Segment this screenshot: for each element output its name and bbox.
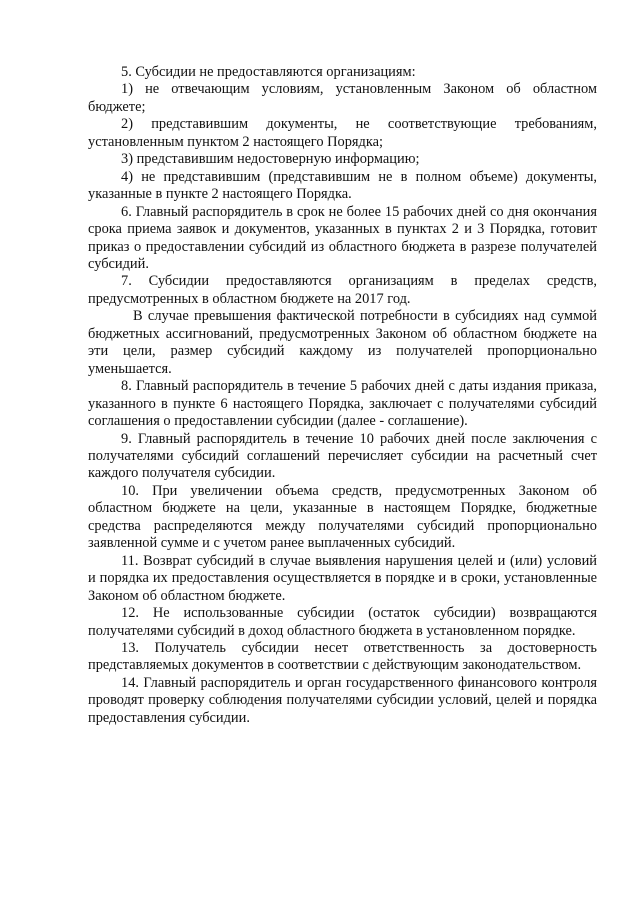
paragraph-5-item-4: 4) не представившим (представившим не в полном объеме) документы, указанные в пункте 2 настоящего Порядка. — [88, 168, 597, 203]
paragraph-5-item-2: 2) представившим документы, не соответствующие требованиям, установленным пунктом 2 настоящего Порядка; — [88, 116, 597, 150]
paragraph-6: 6. Главный распорядитель в срок не более 15 рабочих дней со дня окончания срока приема заявок и документов, указанных в пунктах 2 и 3 Порядка, готовит приказ о предоставлении субсидий из областного бюджета в разрезе получателей субсидий. — [88, 203, 597, 272]
paragraph-5-item-1: 1) не отвечающим условиям, установленным Законом об областном бюджете; — [88, 81, 597, 115]
paragraph-10: 10. При увеличении объема средств, предусмотренных Законом об областном бюджете на цели, указанные в настоящем Порядке, бюджетные средства распределяются между получателями субсидий пропорционально заявленной сумме и с учетом ранее выплаченных субсидий. — [88, 482, 597, 552]
paragraph-7-continued: В случае превышения фактической потребности в субсидиях над суммой бюджетных ассигнований, предусмотренных Законом об областном бюджете на эти цели, размер субсидий каждому из получателей пропорционально уменьшается. — [88, 308, 597, 377]
paragraph-11: 11. Возврат субсидий в случае выявления нарушения целей и (или) условий и порядка их предоставления осуществляется в порядке и в сроки, установленные Законом об областном бюджете. — [88, 552, 597, 604]
paragraph-14: 14. Главный распорядитель и орган государственного финансового контроля проводят проверку соблюдения получателями субсидии условий, целей и порядка предоставления субсидии. — [88, 674, 597, 726]
paragraph-8: 8. Главный распорядитель в течение 5 рабочих дней с даты издания приказа, указанного в пункте 6 настоящего Порядка, заключает с получателями субсидий соглашения о предоставлении субсидии (далее - соглашение). — [88, 378, 597, 430]
paragraph-5-item-3: 3) представившим недостоверную информацию; — [121, 151, 420, 168]
paragraph-13: 13. Получатель субсидии несет ответственность за достоверность представляемых документов в соответствии с действующим законодательством. — [88, 639, 597, 674]
paragraph-12: 12. Не использованные субсидии (остаток субсидии) возвращаются получателями субсидий в доход областного бюджета в установленном порядке. — [88, 605, 597, 639]
document-body — [88, 64, 597, 727]
paragraph-5: 5. Субсидии не предоставляются организациям: — [121, 64, 416, 80]
paragraph-7: 7. Субсидии предоставляются организациям в пределах средств, предусмотренных в областном бюджете на 2017 год. — [88, 273, 597, 307]
paragraph-9: 9. Главный распорядитель в течение 10 рабочих дней после заключения с получателями субсидий соглашений перечисляет субсидии на расчетный счет каждого получателя субсидии. — [88, 430, 597, 482]
